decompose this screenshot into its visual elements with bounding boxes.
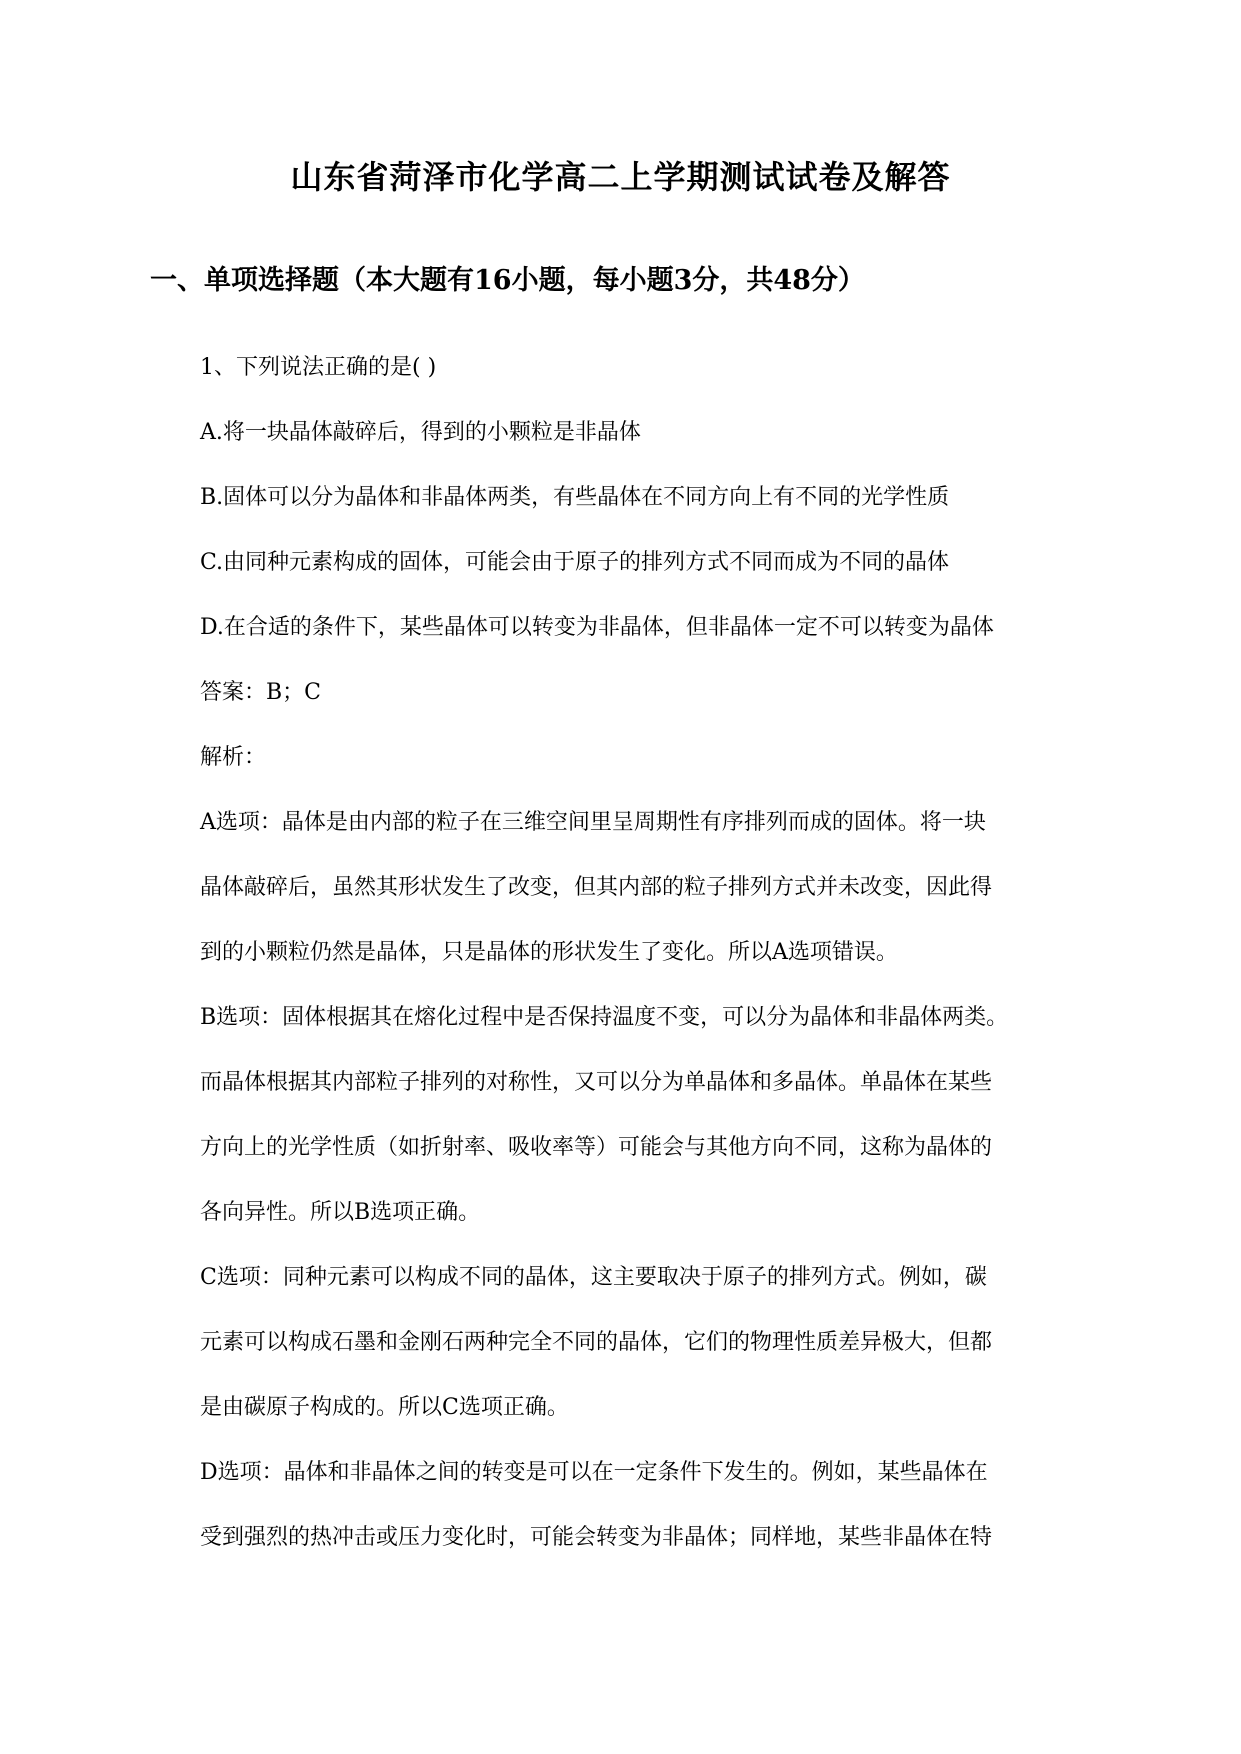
analysis-line: C选项：同种元素可以构成不同的晶体，这主要取决于原子的排列方式。例如，碳 [200, 1265, 987, 1290]
analysis-paragraph-b [200, 985, 1090, 1245]
option-d: D.在合适的条件下，某些晶体可以转变为非晶体，但非晶体一定不可以转变为晶体 [200, 615, 994, 640]
question-stem: 1、下列说法正确的是( ) [200, 355, 437, 380]
analysis-line: A选项：晶体是由内部的粒子在三维空间里呈周期性有序排列而成的固体。将一块 [200, 810, 986, 835]
analysis-line: D选项：晶体和非晶体之间的转变是可以在一定条件下发生的。例如，某些晶体在 [200, 1460, 988, 1485]
option-a: A.将一块晶体敲碎后，得到的小颗粒是非晶体 [200, 420, 641, 445]
analysis-line: 是由碳原子构成的。所以C选项正确。 [200, 1395, 569, 1420]
section-heading: 一、单项选择题（本大题有16小题，每小题3分，共48分） [150, 265, 865, 296]
analysis-line: 而晶体根据其内部粒子排列的对称性，又可以分为单晶体和多晶体。单晶体在某些 [200, 1070, 993, 1095]
document-title: 山东省菏泽市化学高二上学期测试试卷及解答 [290, 158, 951, 196]
question-block [200, 335, 1090, 1570]
analysis-line: 方向上的光学性质（如折射率、吸收率等）可能会与其他方向不同，这称为晶体的 [200, 1135, 993, 1160]
analysis-line: 各向异性。所以B选项正确。 [200, 1200, 481, 1225]
analysis-line: 晶体敲碎后，虽然其形状发生了改变，但其内部的粒子排列方式并未改变，因此得 [200, 875, 993, 900]
analysis-label: 解析： [200, 745, 267, 770]
analysis-paragraph-d [200, 1440, 1090, 1570]
analysis-line: 元素可以构成石墨和金刚石两种完全不同的晶体，它们的物理性质差异极大，但都 [200, 1330, 993, 1355]
answer-line: 答案：B；C [200, 680, 322, 705]
analysis-paragraph-a [200, 790, 1090, 985]
analysis-paragraph-c [200, 1245, 1090, 1440]
option-b: B.固体可以分为晶体和非晶体两类，有些晶体在不同方向上有不同的光学性质 [200, 485, 950, 510]
option-c: C.由同种元素构成的固体，可能会由于原子的排列方式不同而成为不同的晶体 [200, 550, 950, 575]
analysis-line: B选项：固体根据其在熔化过程中是否保持温度不变，可以分为晶体和非晶体两类。 [200, 1005, 1009, 1030]
analysis-line: 到的小颗粒仍然是晶体，只是晶体的形状发生了变化。所以A选项错误。 [200, 940, 898, 965]
analysis-line: 受到强烈的热冲击或压力变化时，可能会转变为非晶体；同样地，某些非晶体在特 [200, 1525, 993, 1550]
